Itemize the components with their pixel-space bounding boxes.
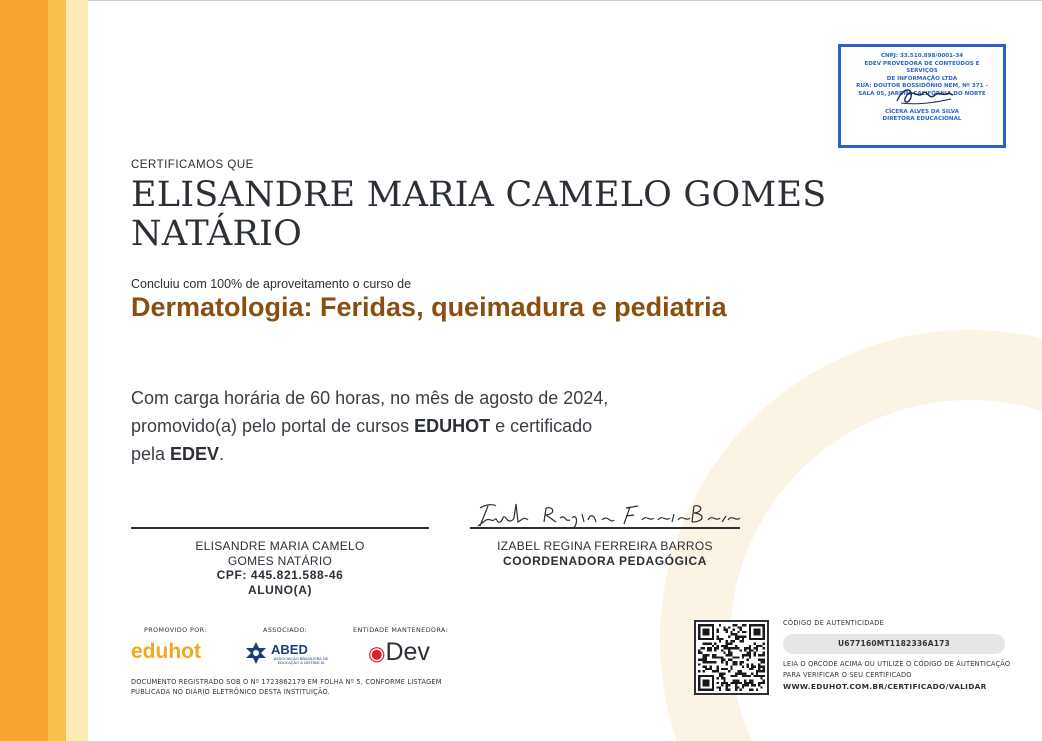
stamp-company-line2: DE INFORMAÇÃO LTDA xyxy=(886,75,958,82)
coordinator-handwritten-signature xyxy=(472,500,742,530)
description-part3: . xyxy=(219,444,225,464)
certify-label: CERTIFICAMOS QUE xyxy=(131,159,254,171)
student-cpf: CPF: 445.821.588-46 xyxy=(216,568,344,582)
student-signature-line xyxy=(131,527,429,529)
coordinator-name: IZABEL REGINA FERREIRA BARROS xyxy=(497,539,713,553)
edev-logo xyxy=(368,638,430,667)
stamp-signature-icon xyxy=(893,83,957,109)
edev-drop-icon: ◉ xyxy=(368,643,386,665)
top-border xyxy=(88,0,1042,1)
promoted-by-label: PROMOVIDO POR: xyxy=(144,626,207,634)
authentication-code: U677160MT1182336A173 xyxy=(783,634,1005,654)
abed-emblem-icon xyxy=(244,641,268,665)
edev-logo-text: Dev xyxy=(385,638,430,666)
logos-row xyxy=(131,626,461,672)
abed-logo xyxy=(244,641,339,669)
coordinator-signature-line xyxy=(470,527,740,529)
description-part2: e certificado pela xyxy=(131,416,593,464)
course-intro: Concluiu com 100% de aproveitamento o curso de xyxy=(131,277,412,291)
associated-label: ASSOCIADO: xyxy=(263,626,308,634)
qr-code-icon xyxy=(698,624,765,691)
student-role: ALUNO(A) xyxy=(247,582,313,597)
certifier-name: EDEV xyxy=(170,444,220,464)
stamp-company-line1: EDEV PROVEDORA DE CONTEÚDOS E SERVIÇOS xyxy=(864,60,980,75)
student-name-line1: ELISANDRE MARIA CAMELO xyxy=(195,539,365,553)
entity-label: ENTIDADE MANTENEDORA: xyxy=(353,626,449,634)
left-stripe-orange xyxy=(0,0,48,741)
authentication-title: CÓDIGO DE AUTENTICIDADE xyxy=(783,619,885,627)
description-part1: Com carga horária de 60 horas, no mês de agosto de 2024, promovido(a) pelo portal de cursos xyxy=(131,388,609,436)
stamp-director-role: DIRETORA EDUCACIONAL xyxy=(882,116,962,123)
student-name-line2: GOMES NATÁRIO xyxy=(227,553,333,568)
validation-url[interactable]: WWW.EDUHOT.COM.BR/CERTIFICADO/VALIDAR xyxy=(783,682,987,691)
stamp-address-line1: RUA: DOUTOR BOSSIDÔNIO NEM, Nº 371 - xyxy=(856,83,988,90)
abed-logo-subtitle: ASSOCIAÇÃO BRASILEIRA DE EDUCAÇÃO A DISTÂNCIA xyxy=(273,656,329,666)
eduhot-logo xyxy=(131,640,201,664)
student-name: ELISANDRE MARIA CAMELO GOMES NATÁRIO xyxy=(131,175,827,254)
coordinator-signature-block xyxy=(470,539,740,568)
portal-name: EDUHOT xyxy=(414,416,491,436)
stamp-cnpj: CNPJ: 33.510.898/0001-34 xyxy=(880,53,964,59)
company-stamp xyxy=(838,44,1006,148)
authentication-note: LEIA O QRCODE ACIMA OU UTILIZE O CÓDIGO DE AUTENTICAÇÃO PARA VERIFICAR O SEU CERTIFICADO xyxy=(783,660,1011,679)
eduhot-logo-text: eduhot xyxy=(131,640,201,663)
abed-logo-text: ABED xyxy=(271,642,308,657)
stamp-address-line2: SALA 05, JARDIM CALIFÓRNIA DO NORTE xyxy=(858,90,986,97)
stamp-director-name: CÍCERA ALVES DA SILVA xyxy=(884,108,960,115)
certificate-description xyxy=(131,384,611,468)
left-stripe-cream xyxy=(66,0,88,741)
student-signature-block xyxy=(131,539,429,597)
registration-note: DOCUMENTO REGISTRADO SOB O Nº 1723862179 EM FOLHA Nº 5, CONFORME LISTAGEM PUBLICADA NO DIÁRIO ELETRÔNICO DESTA INSTITUIÇÃO. xyxy=(131,678,442,696)
left-stripe-yellow xyxy=(48,0,66,741)
coordinator-role: COORDENADORA PEDAGÓGICA xyxy=(502,553,708,568)
qr-code[interactable] xyxy=(694,620,769,695)
course-name: Dermatologia: Feridas, queimadura e pediatria xyxy=(131,292,727,322)
